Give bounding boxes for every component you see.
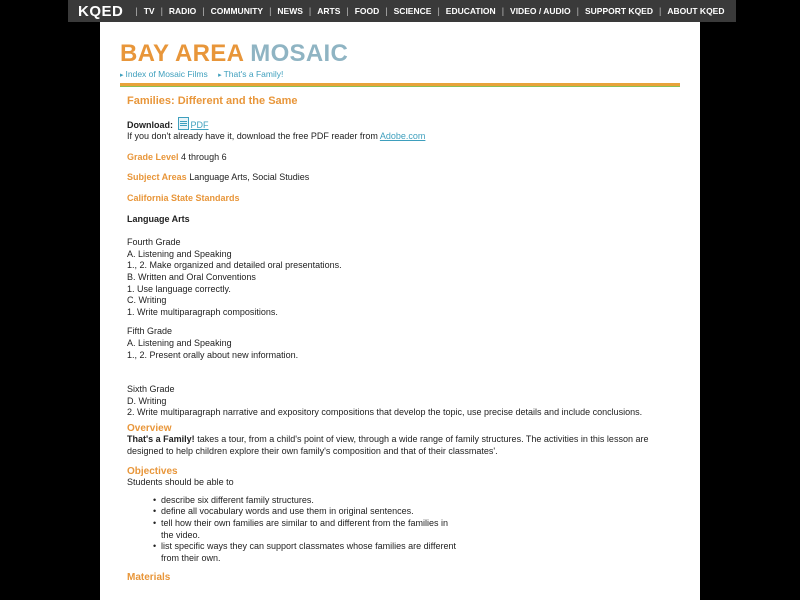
materials-heading: Materials (127, 572, 171, 584)
header-divider-green (120, 86, 680, 87)
nav-link-arts[interactable]: ARTS (317, 6, 341, 16)
page-body (100, 22, 700, 600)
bay-area-mosaic-logo[interactable] (120, 41, 348, 67)
nav-separator: | (659, 6, 662, 16)
download-label: Download: (127, 119, 173, 130)
nav-link-community[interactable]: COMMUNITY (210, 6, 264, 16)
objectives-heading: Objectives (127, 465, 178, 477)
list-item: • tell how their own families are similar to and different from the families in the video. (161, 518, 461, 541)
standards-line: A. Listening and Speaking (127, 248, 232, 259)
standards-line: A. Listening and Speaking (127, 337, 232, 348)
nav-link-support-kqed[interactable]: SUPPORT KQED (584, 6, 653, 16)
pdf-note-text: If you don't already have it, download the free PDF reader from (127, 131, 378, 142)
standards-line: 1., 2. Present orally about new information. (127, 349, 299, 360)
list-item: • define all vocabulary words and use them in original sentences. (161, 506, 667, 518)
objectives-intro: Students should be able to (127, 477, 234, 488)
overview-paragraph (127, 434, 667, 457)
fourth-grade-standards (127, 237, 667, 318)
lesson-content (127, 96, 667, 584)
nav-separator: | (269, 6, 272, 16)
arrow-right-icon: ▸ (218, 72, 222, 79)
download-row (127, 117, 667, 132)
pdf-reader-note (127, 131, 667, 143)
nav-separator: | (135, 6, 138, 16)
page-title: Families: Different and the Same (127, 95, 298, 107)
standards-line: Fourth Grade (127, 237, 181, 248)
standards-line: B. Written and Oral Conventions (127, 271, 256, 282)
kqed-logo[interactable]: KQED (78, 2, 124, 20)
nav-link-radio[interactable]: RADIO (168, 6, 197, 16)
logo-text-bay-area: BAY AREA (120, 40, 244, 67)
bay-area-mosaic-header (120, 41, 348, 79)
arrow-right-icon: ▸ (120, 72, 124, 79)
nav-separator: | (385, 6, 388, 16)
pdf-link[interactable]: PDF (190, 119, 209, 130)
logo-text-mosaic: MOSAIC (250, 40, 349, 67)
subject-areas-label: Subject Areas (127, 172, 187, 183)
nav-link-news[interactable]: NEWS (277, 6, 303, 16)
grade-level-row (127, 152, 667, 164)
adobe-link[interactable]: Adobe.com (379, 131, 426, 142)
nav-separator: | (437, 6, 440, 16)
nav-link-food[interactable]: FOOD (354, 6, 380, 16)
standards-line: Fifth Grade (127, 326, 173, 337)
fifth-grade-standards (127, 326, 667, 361)
subject-areas-value: Language Arts, Social Studies (189, 172, 310, 183)
overview-text: takes a tour, from a child's point of view, through a wide range of family structures. The activities in this lesson are designed to help children explore their own family's composition and that of their classmates'. (127, 434, 649, 457)
list-item: • list specific ways they can support classmates whose families are different from their own. (161, 541, 461, 564)
grade-level-value: 4 through 6 (181, 151, 227, 162)
pdf-document-icon[interactable] (178, 117, 189, 130)
nav-separator: | (308, 6, 312, 16)
nav-link-science[interactable]: SCIENCE (393, 6, 432, 16)
list-item: • describe six different family structures. (161, 495, 667, 507)
nav-link-education[interactable]: EDUCATION (445, 6, 496, 16)
top-nav-bar (68, 0, 736, 22)
overview-heading: Overview (127, 422, 172, 434)
nav-separator: | (576, 6, 579, 16)
nav-link-tv[interactable]: TV (143, 6, 155, 16)
brand-links (120, 69, 348, 79)
sixth-grade-standards (127, 384, 667, 419)
nav-link-about-kqed[interactable]: ABOUT KQED (667, 6, 725, 16)
subject-areas-row (127, 172, 667, 184)
standards-line: 1. Use language correctly. (127, 283, 231, 294)
nav-separator: | (501, 6, 505, 16)
index-of-mosaic-films-link[interactable]: Index of Mosaic Films (125, 69, 208, 79)
language-arts-heading: Language Arts (127, 213, 190, 224)
standards-heading: California State Standards (127, 192, 240, 203)
overview-film-title: That's a Family! (127, 434, 195, 445)
standards-line: 1. Write multiparagraph compositions. (127, 306, 278, 317)
standards-line: 2. Write multiparagraph narrative and expository compositions that develop the topic, use precise details and include conclusions. (127, 407, 643, 418)
standards-line: 1., 2. Make organized and detailed oral presentations. (127, 260, 342, 271)
nav-separator: | (160, 6, 163, 16)
standards-line: C. Writing (127, 295, 167, 306)
objectives-list (127, 495, 667, 565)
nav-separator: | (346, 6, 349, 16)
nav-link-video-audio[interactable]: VIDEO / AUDIO (510, 6, 571, 16)
thats-a-family-link[interactable]: That's a Family! (223, 69, 284, 79)
standards-line: D. Writing (127, 395, 167, 406)
nav-separator: | (202, 6, 205, 16)
standards-line: Sixth Grade (127, 384, 175, 395)
grade-level-label: Grade Level (127, 151, 179, 162)
